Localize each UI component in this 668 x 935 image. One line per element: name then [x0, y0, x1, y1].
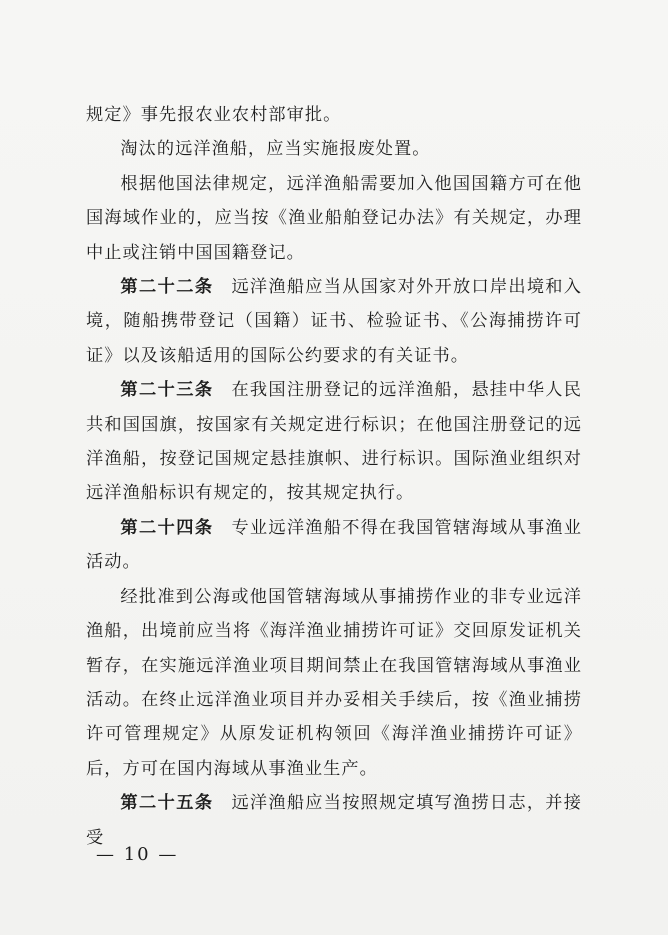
paragraph-text: 淘汰的远洋渔船，应当实施报废处置。 — [120, 139, 431, 160]
article-22 — [86, 270, 582, 373]
article-text: 远洋渔船应当从国家对外开放口岸出境和入境，随船携带登记（国籍）证书、检验证书、《公海捕捞许可证》以及该船适用的国际公约要求的有关证书。 — [86, 277, 582, 366]
article-label: 第二十二条 — [120, 277, 214, 298]
article-label: 第二十三条 — [120, 380, 214, 401]
paragraph-text: 经批准到公海或他国管辖海域从事捕捞作业的非专业远洋渔船，出境前应当将《海洋渔业捕捞许可证》交回原发证机关暂存，在实施远洋渔业项目期间禁止在我国管辖海域从事渔业活动。在终止远洋渔业项目并办妥相关手续后，按《渔业捕捞许可管理规定》从原发证机构领回《海洋渔业捕捞许可证》后，方可在国内海域从事渔业生产。 — [86, 586, 582, 779]
paragraph-7 — [86, 580, 582, 786]
paragraph-text: 规定》事先报农业农村部审批。 — [86, 105, 342, 125]
article-label: 第二十四条 — [120, 517, 214, 538]
article-23 — [86, 373, 582, 511]
document-body — [86, 98, 582, 855]
article-text: 远洋渔船应当按照规定填写渔捞日志，并接受 — [86, 793, 582, 848]
paragraph-2 — [86, 132, 582, 166]
article-label: 第二十五条 — [120, 793, 214, 814]
page-number: — 10 — — [96, 844, 179, 865]
article-24 — [86, 511, 582, 580]
paragraph-3 — [86, 167, 582, 270]
paragraph-1 — [86, 98, 582, 132]
article-text: 在我国注册登记的远洋渔船，悬挂中华人民共和国国旗，按国家有关规定进行标识；在他国注册登记的远洋渔船，按登记国规定悬挂旗帜、进行标识。国际渔业组织对远洋渔船标识有规定的，按其规定执行。 — [86, 380, 582, 504]
paragraph-text: 根据他国法律规定，远洋渔船需要加入他国国籍方可在他国海域作业的，应当按《渔业船舶登记办法》有关规定，办理中止或注销中国国籍登记。 — [86, 173, 582, 263]
article-text: 专业远洋渔船不得在我国管辖海域从事渔业活动。 — [86, 517, 582, 573]
